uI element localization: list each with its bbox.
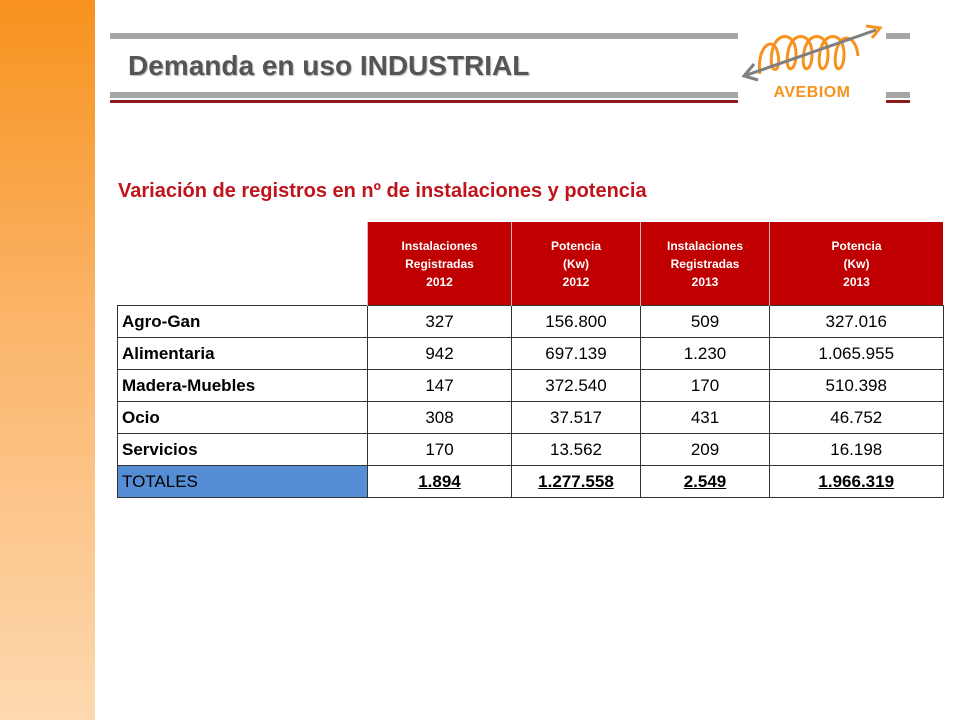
- header-line: Instalaciones: [666, 238, 744, 253]
- header-line: Potencia: [550, 238, 601, 253]
- avebiom-logo: [738, 16, 886, 110]
- header-line: (Kw): [843, 256, 870, 271]
- table-cell: 156.800: [512, 306, 641, 338]
- data-table: [117, 222, 944, 498]
- table-cell: 327.016: [770, 306, 944, 338]
- section-subtitle: Variación de registros en nº de instalaciones y potencia: [118, 180, 647, 202]
- header-line: Registradas: [670, 256, 740, 271]
- table-cell: 308: [368, 402, 512, 434]
- header-line: (Kw): [563, 256, 589, 271]
- table-cell: 509: [641, 306, 770, 338]
- table-cell: 327: [368, 306, 512, 338]
- header-installations-2013: [641, 222, 770, 306]
- table-row: [118, 338, 944, 370]
- table-cell: 942: [368, 338, 512, 370]
- table-cell: 431: [641, 402, 770, 434]
- table-cell: 170: [368, 434, 512, 466]
- table-header-row: [118, 222, 944, 306]
- logo-text: AVEBIOM: [773, 84, 851, 101]
- sidebar-decoration: [0, 0, 95, 720]
- header-power-2013: [770, 222, 944, 306]
- header-line: 2013: [843, 274, 870, 289]
- page-title: Demanda en uso INDUSTRIAL: [128, 50, 530, 81]
- row-label: Ocio: [118, 402, 368, 434]
- totals-row: [118, 466, 944, 498]
- table-cell: 1.230: [641, 338, 770, 370]
- table-cell: 46.752: [770, 402, 944, 434]
- table-cell: 147: [368, 370, 512, 402]
- header-line: Instalaciones: [401, 238, 478, 253]
- header-power-2012: [512, 222, 641, 306]
- row-label: Madera-Muebles: [118, 370, 368, 402]
- table-row: [118, 306, 944, 338]
- table-cell: 37.517: [512, 402, 641, 434]
- header-line: 2012: [562, 274, 590, 289]
- header-line: Registradas: [405, 256, 474, 271]
- totals-cell: 1.894: [368, 466, 512, 498]
- table-cell: 697.139: [512, 338, 641, 370]
- table-cell: 1.065.955: [770, 338, 944, 370]
- table-row: [118, 434, 944, 466]
- totals-cell: 2.549: [641, 466, 770, 498]
- header-installations-2012: [368, 222, 512, 306]
- row-label: Alimentaria: [118, 338, 368, 370]
- row-label: Agro-Gan: [118, 306, 368, 338]
- header-line: Potencia: [831, 238, 882, 253]
- totals-cell: 1.966.319: [770, 466, 944, 498]
- table-cell: 510.398: [770, 370, 944, 402]
- row-label: Servicios: [118, 434, 368, 466]
- table-cell: 209: [641, 434, 770, 466]
- table-row: [118, 402, 944, 434]
- totals-label: TOTALES: [118, 466, 368, 498]
- header-blank-cell: [118, 222, 368, 306]
- header-line: 2013: [691, 274, 719, 289]
- table-cell: 170: [641, 370, 770, 402]
- table-cell: 16.198: [770, 434, 944, 466]
- table-cell: 372.540: [512, 370, 641, 402]
- header-line: 2012: [426, 274, 453, 289]
- totals-cell: 1.277.558: [512, 466, 641, 498]
- table-row: [118, 370, 944, 402]
- table-cell: 13.562: [512, 434, 641, 466]
